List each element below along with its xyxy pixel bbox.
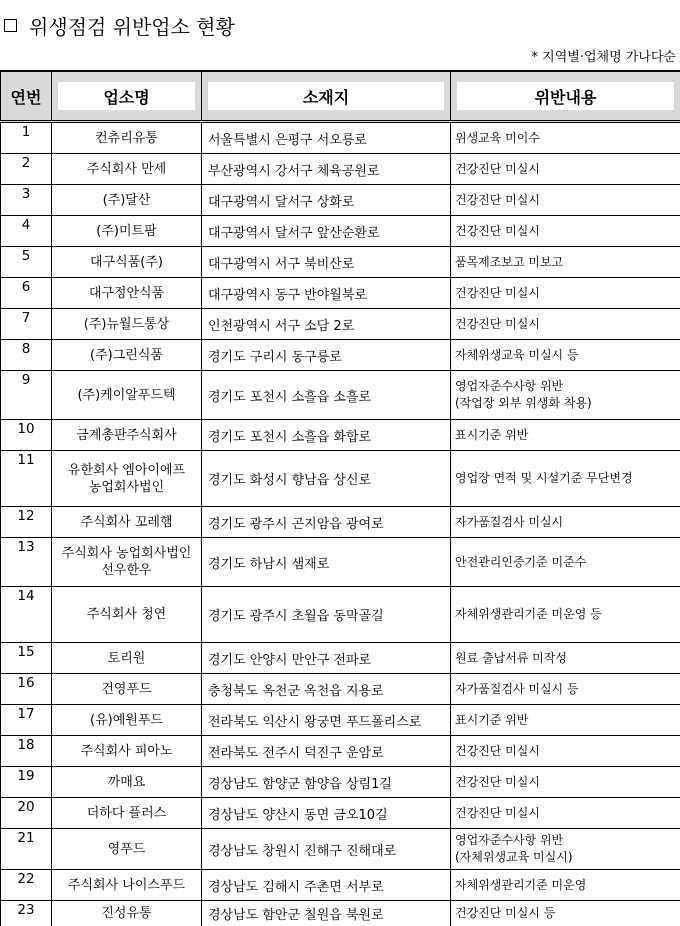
business-name: 대구정안식품	[52, 278, 202, 309]
violation-detail: 표시기준 위반	[451, 705, 680, 736]
table-row	[1, 247, 680, 278]
business-address: 경상남도 김해시 주촌면 서부로	[202, 870, 451, 901]
violation-detail: 자체위생관리기준 미운영 등	[451, 587, 680, 643]
business-name: (주)뉴월드통상	[52, 309, 202, 340]
business-name: (유)예원푸드	[52, 705, 202, 736]
violation-detail: 원료 출납서류 미작성	[451, 643, 680, 674]
header-name: 업소명	[52, 71, 202, 122]
table-row	[1, 767, 680, 798]
row-number: 8	[1, 340, 52, 371]
business-address: 경기도 포천시 소흘읍 화합로	[202, 420, 451, 451]
business-address: 대구광역시 달서구 앞산순환로	[202, 216, 451, 247]
business-name: (주)그린식품	[52, 340, 202, 371]
row-number: 22	[1, 870, 52, 901]
violation-detail: 건강진단 미실시	[451, 309, 680, 340]
business-name: (주)케이알푸드텍	[52, 371, 202, 420]
table-row	[1, 122, 680, 154]
row-number: 2	[1, 154, 52, 185]
violation-table	[0, 70, 680, 926]
business-address: 대구광역시 달서구 상화로	[202, 185, 451, 216]
row-number: 1	[1, 122, 52, 154]
business-address: 경기도 광주시 곤지암읍 광여로	[202, 507, 451, 538]
square-bullet-icon	[4, 19, 17, 32]
business-name: 주식회사 청연	[52, 587, 202, 643]
table-row	[1, 451, 680, 507]
business-name: 진성유통	[52, 901, 202, 926]
header-violation: 위반내용	[451, 71, 680, 122]
business-name: (주)미트팜	[52, 216, 202, 247]
row-number: 20	[1, 798, 52, 829]
business-address: 경기도 안양시 만안구 전파로	[202, 643, 451, 674]
business-address: 경상남도 창원시 진해구 진해대로	[202, 829, 451, 870]
table-row	[1, 216, 680, 247]
row-number: 9	[1, 371, 52, 420]
business-address: 대구광역시 동구 반야월북로	[202, 278, 451, 309]
business-address: 경기도 하남시 샘재로	[202, 538, 451, 587]
row-number: 12	[1, 507, 52, 538]
table-row	[1, 870, 680, 901]
sort-note: * 지역별·업체명 가나다순	[532, 46, 676, 65]
table-row	[1, 154, 680, 185]
table-header-row	[1, 71, 680, 122]
violation-detail: 건강진단 미실시	[451, 736, 680, 767]
business-name: 주식회사 농업회사법인 선우한우	[52, 538, 202, 587]
table-row	[1, 309, 680, 340]
business-address: 경기도 포천시 소흘읍 소흘로	[202, 371, 451, 420]
row-number: 18	[1, 736, 52, 767]
table-row	[1, 674, 680, 705]
violation-detail: 건강진단 미실시	[451, 767, 680, 798]
row-number: 23	[1, 901, 52, 926]
business-address: 경기도 화성시 향남읍 상신로	[202, 451, 451, 507]
title-text: 위생점검 위반업소 현황	[29, 11, 235, 40]
table-row	[1, 736, 680, 767]
business-name: 주식회사 꼬레햄	[52, 507, 202, 538]
business-name: 금계총판주식회사	[52, 420, 202, 451]
business-name: 더하다 플러스	[52, 798, 202, 829]
violation-detail: 안전관리인증기준 미준수	[451, 538, 680, 587]
header-no: 연번	[1, 71, 52, 122]
header-address: 소재지	[202, 71, 451, 122]
violation-detail: 자가품질검사 미실시 등	[451, 674, 680, 705]
table-row	[1, 798, 680, 829]
violation-detail: 자체위생관리기준 미운영	[451, 870, 680, 901]
violation-detail: 자가품질검사 미실시	[451, 507, 680, 538]
violation-detail: 자체위생교육 미실시 등	[451, 340, 680, 371]
business-name: 까매요	[52, 767, 202, 798]
violation-detail: 표시기준 위반	[451, 420, 680, 451]
table-row	[1, 829, 680, 870]
business-address: 인천광역시 서구 소담 2로	[202, 309, 451, 340]
table-row	[1, 278, 680, 309]
business-name: 유한회사 엠아이에프 농업회사법인	[52, 451, 202, 507]
row-number: 5	[1, 247, 52, 278]
business-name: (주)달산	[52, 185, 202, 216]
business-address: 부산광역시 강서구 체육공원로	[202, 154, 451, 185]
violation-detail: 건강진단 미실시	[451, 185, 680, 216]
violation-detail: 건강진단 미실시	[451, 154, 680, 185]
row-number: 21	[1, 829, 52, 870]
row-number: 19	[1, 767, 52, 798]
row-number: 16	[1, 674, 52, 705]
business-address: 서울특별시 은평구 서오릉로	[202, 122, 451, 154]
business-address: 대구광역시 서구 북비산로	[202, 247, 451, 278]
row-number: 10	[1, 420, 52, 451]
table-row	[1, 643, 680, 674]
table-row	[1, 371, 680, 420]
table-row	[1, 538, 680, 587]
row-number: 15	[1, 643, 52, 674]
violation-detail: 건강진단 미실시	[451, 278, 680, 309]
violation-detail: 건강진단 미실시	[451, 798, 680, 829]
business-name: 건영푸드	[52, 674, 202, 705]
business-address: 경기도 광주시 초월읍 동막골길	[202, 587, 451, 643]
business-name: 대구식품(주)	[52, 247, 202, 278]
business-address: 경상남도 양산시 동면 금오10길	[202, 798, 451, 829]
business-address: 전라북도 익산시 왕궁면 푸드폴리스로	[202, 705, 451, 736]
violation-detail: 건강진단 미실시 등	[451, 901, 680, 926]
violation-detail: 위생교육 미이수	[451, 122, 680, 154]
violation-detail: 품목제조보고 미보고	[451, 247, 680, 278]
business-name: 주식회사 만세	[52, 154, 202, 185]
row-number: 13	[1, 538, 52, 587]
violation-detail: 영업장 면적 및 시설기준 무단변경	[451, 451, 680, 507]
violation-detail: 영업자준수사항 위반 (작업장 외부 위생화 착용)	[451, 371, 680, 420]
business-name: 주식회사 나이스푸드	[52, 870, 202, 901]
violation-detail: 영업자준수사항 위반 (자체위생교육 미실시)	[451, 829, 680, 870]
table-row	[1, 705, 680, 736]
business-name: 영푸드	[52, 829, 202, 870]
business-name: 주식회사 피아노	[52, 736, 202, 767]
table-row	[1, 587, 680, 643]
document-title	[4, 10, 235, 40]
row-number: 14	[1, 587, 52, 643]
table-row	[1, 185, 680, 216]
violation-detail: 건강진단 미실시	[451, 216, 680, 247]
table-row	[1, 420, 680, 451]
row-number: 11	[1, 451, 52, 507]
table-row	[1, 507, 680, 538]
table-row	[1, 340, 680, 371]
row-number: 17	[1, 705, 52, 736]
row-number: 4	[1, 216, 52, 247]
business-address: 충청북도 옥천군 옥천읍 지용로	[202, 674, 451, 705]
table-row	[1, 901, 680, 926]
row-number: 6	[1, 278, 52, 309]
business-name: 컨츄리유통	[52, 122, 202, 154]
business-name: 토리원	[52, 643, 202, 674]
row-number: 3	[1, 185, 52, 216]
business-address: 경기도 구리시 동구릉로	[202, 340, 451, 371]
business-address: 경상남도 함안군 칠원읍 북원로	[202, 901, 451, 926]
business-address: 경상남도 함양군 함양읍 상림1길	[202, 767, 451, 798]
row-number: 7	[1, 309, 52, 340]
business-address: 전라북도 전주시 덕진구 운암로	[202, 736, 451, 767]
